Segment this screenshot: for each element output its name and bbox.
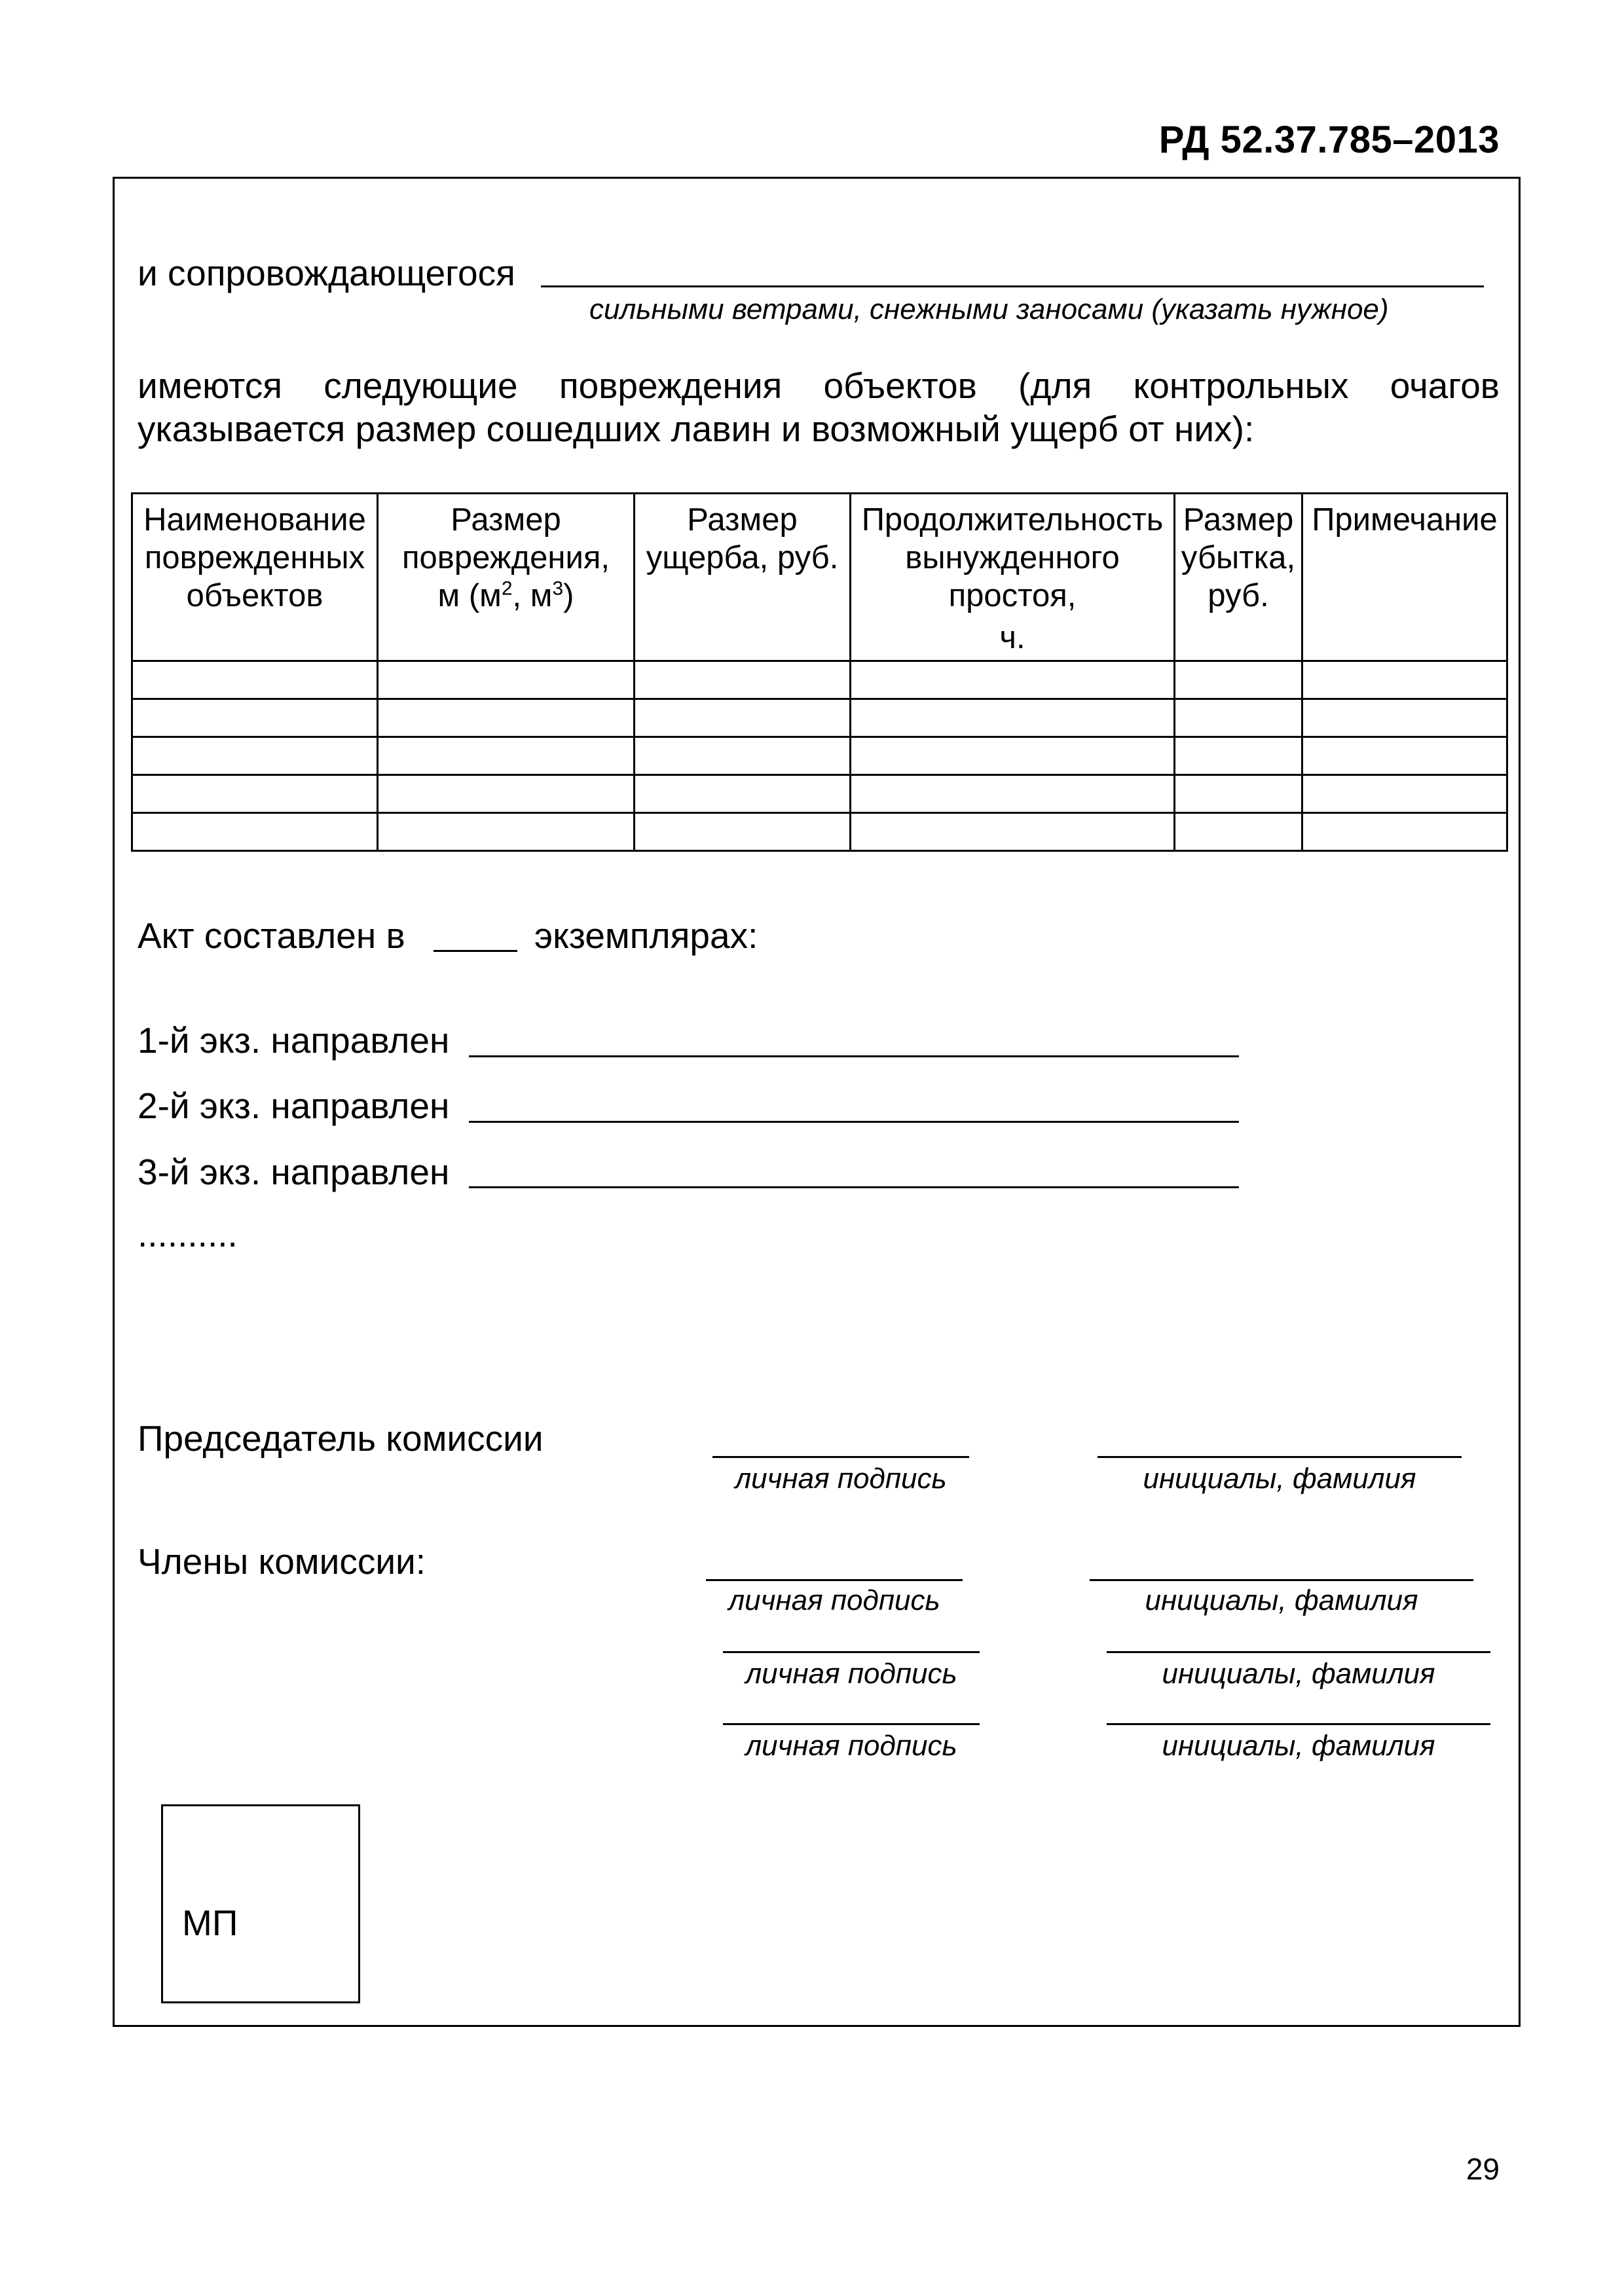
table-row <box>132 813 1507 851</box>
member1-name-line <box>1090 1579 1473 1581</box>
header-downtime <box>851 494 1175 661</box>
table-cell <box>1302 737 1507 775</box>
table-cell <box>1302 775 1507 813</box>
header-loss-size: Размер убытка, руб. <box>1175 494 1302 661</box>
table-cell <box>132 737 378 775</box>
accompanied-label: и сопровождающегося <box>138 253 515 293</box>
chairman-label: Председатель комиссии <box>138 1418 544 1459</box>
member3-name-caption: инициалы, фамилия <box>1162 1730 1435 1762</box>
header-damage-size-label: Размер повреждения, <box>402 502 610 575</box>
table-cell <box>1175 775 1302 813</box>
table-cell <box>851 813 1175 851</box>
member1-signature-line <box>706 1579 963 1581</box>
header-sup-2: 2 <box>501 577 513 600</box>
member3-signature-line <box>723 1723 980 1725</box>
table-row <box>132 661 1507 699</box>
table-cell <box>635 737 851 775</box>
members-label: Члены комиссии: <box>138 1541 426 1582</box>
copies-text-after: экземплярах: <box>534 915 758 956</box>
accompanied-blank-line <box>541 285 1484 287</box>
copy1-label: 1-й экз. направлен <box>138 1020 450 1061</box>
copies-count-blank <box>434 950 517 952</box>
table-cell <box>1302 699 1507 737</box>
table-cell <box>1302 661 1507 699</box>
chairman-signature-caption: личная подпись <box>735 1463 947 1495</box>
member2-name-caption: инициалы, фамилия <box>1162 1658 1435 1690</box>
table-cell <box>378 699 635 737</box>
table-row <box>132 699 1507 737</box>
chairman-name-caption: инициалы, фамилия <box>1143 1463 1416 1495</box>
table-cell <box>635 813 851 851</box>
member1-name-caption: инициалы, фамилия <box>1145 1584 1418 1616</box>
table-cell <box>132 661 378 699</box>
header-loss-amount: Размер ущерба, руб. <box>635 494 851 661</box>
table-cell <box>378 661 635 699</box>
member2-signature-caption: личная подпись <box>745 1658 957 1690</box>
header-damage-size <box>378 494 635 661</box>
chairman-name-line <box>1098 1456 1462 1458</box>
table-cell <box>851 737 1175 775</box>
table-cell <box>851 699 1175 737</box>
table-cell <box>635 699 851 737</box>
member1-signature-caption: личная подпись <box>728 1584 940 1616</box>
table-cell <box>1175 699 1302 737</box>
accompanied-hint: сильными ветрами, снежными заносами (указать нужное) <box>589 293 1389 325</box>
copy2-blank-line <box>469 1121 1239 1123</box>
table-cell <box>132 813 378 851</box>
table-cell <box>851 661 1175 699</box>
stamp-label: МП <box>182 1903 238 1943</box>
header-damage-size-close: ) <box>563 578 574 613</box>
copy2-label: 2-й экз. направлен <box>138 1085 450 1126</box>
copies-ellipsis: .......... <box>138 1214 238 1254</box>
page-number: 29 <box>1466 2152 1500 2186</box>
table-cell <box>378 813 635 851</box>
table-cell <box>378 737 635 775</box>
table-cell <box>132 775 378 813</box>
document-code: РД 52.37.785–2013 <box>1158 118 1500 161</box>
member3-name-line <box>1107 1723 1490 1725</box>
copy3-label: 3-й экз. направлен <box>138 1152 450 1192</box>
damage-table <box>131 492 1508 852</box>
table-cell <box>132 699 378 737</box>
table-header-row <box>132 494 1507 661</box>
header-downtime-unit: ч. <box>999 620 1025 655</box>
member2-signature-line <box>723 1651 980 1653</box>
member2-name-line <box>1107 1651 1490 1653</box>
header-sup-3: 3 <box>552 577 564 600</box>
table-cell <box>851 775 1175 813</box>
table-cell <box>1302 813 1507 851</box>
damage-description: имеются следующие повреждения объектов (для контрольных очагов указывается размер сошедших лавин и возможный ущерб от них): <box>138 365 1500 449</box>
table-cell <box>1175 661 1302 699</box>
header-object-name: Наименование поврежденных объектов <box>132 494 378 661</box>
header-damage-size-sep: , м <box>512 578 553 613</box>
table-cell <box>635 775 851 813</box>
chairman-signature-line <box>712 1456 969 1458</box>
table-row <box>132 737 1507 775</box>
header-downtime-label: Продолжительность вынужденного простоя, <box>861 502 1164 613</box>
header-damage-size-unit-m: м (м <box>437 578 502 613</box>
header-note: Примечание <box>1302 494 1507 661</box>
table-cell <box>378 775 635 813</box>
member3-signature-caption: личная подпись <box>745 1730 957 1762</box>
table-cell <box>1175 813 1302 851</box>
copy3-blank-line <box>469 1186 1239 1188</box>
copy1-blank-line <box>469 1055 1239 1057</box>
table-cell <box>635 661 851 699</box>
copies-text-before: Акт составлен в <box>138 915 405 956</box>
table-cell <box>1175 737 1302 775</box>
table-row <box>132 775 1507 813</box>
